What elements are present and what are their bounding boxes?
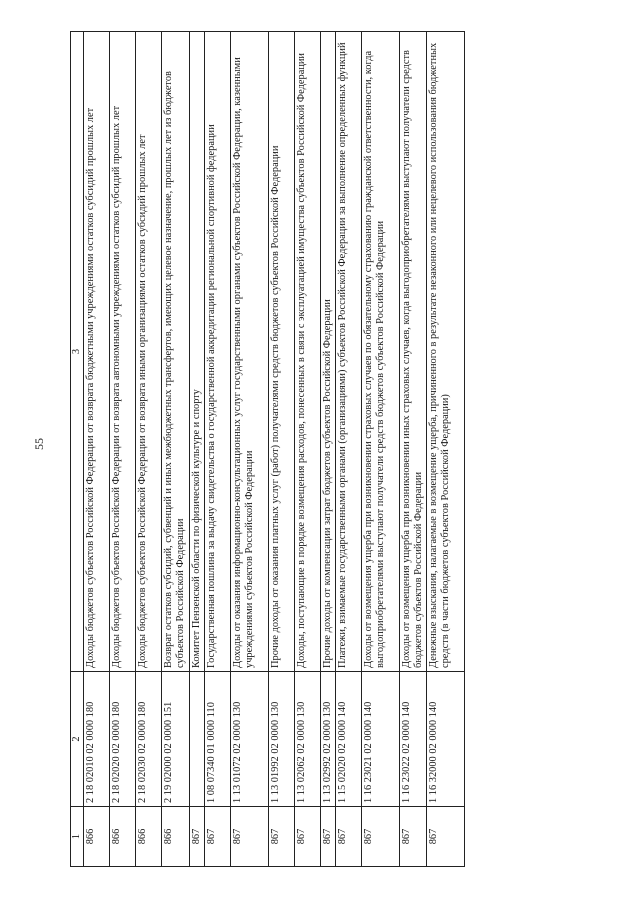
budget-code-cell (189, 672, 204, 807)
admin-code-cell: 866 (84, 807, 110, 867)
table-row (294, 32, 320, 867)
admin-code-cell: 867 (361, 807, 399, 867)
budget-code-cell: 1 13 02062 02 0000 130 (294, 672, 320, 807)
table-header-row (71, 32, 84, 867)
admin-code-cell: 867 (399, 807, 426, 867)
admin-code-cell: 867 (230, 807, 268, 867)
revenue-name-cell: Доходы от оказания информационно-консультационных услуг государственными органами субъектов Российской Федерации, казенными учреждениями субъектов Российской Федерации (230, 32, 268, 672)
budget-code-cell: 1 13 01072 02 0000 130 (230, 672, 268, 807)
column-header: 1 (71, 807, 84, 867)
table-row (399, 32, 426, 867)
admin-code-cell: 866 (136, 807, 162, 867)
admin-code-cell: 867 (427, 807, 465, 867)
table-row (84, 32, 110, 867)
revenue-name-cell: Доходы от возмещения ущерба при возникновении страховых случаев по обязательному страхованию гражданской ответственности, когда выгодоприобретателями выступают получатели средств бюджетов субъектов Российской Федерации (361, 32, 399, 672)
revenue-name-cell: Доходы от возмещения ущерба при возникновении иных страховых случаев, когда выгодоприобретателями выступают получатели средств бюджетов субъектов Российской Федерации (399, 32, 426, 672)
revenue-name-cell: Комитет Пензенской области по физической культуре и спорту (189, 32, 204, 672)
admin-code-cell: 867 (320, 807, 335, 867)
table-row (230, 32, 268, 867)
revenue-codes-table (70, 31, 465, 867)
table-row (361, 32, 399, 867)
admin-code-cell: 867 (294, 807, 320, 867)
budget-code-cell: 1 08 07340 01 0000 110 (204, 672, 230, 807)
revenue-name-cell: Доходы, поступающие в порядке возмещения расходов, понесенных в связи с эксплуатацией имущества субъектов Российской Федерации (294, 32, 320, 672)
revenue-name-cell: Государственная пошлина за выдачу свидетельства о государственной аккредитации региональной спортивной федерации (204, 32, 230, 672)
budget-code-cell: 1 16 23022 02 0000 140 (399, 672, 426, 807)
revenue-name-cell: Прочие доходы от оказания платных услуг (работ) получателями средств бюджетов субъектов Российской Федерации (268, 32, 294, 672)
revenue-name-cell: Платежи, взимаемые государственными органами (организациями) субъектов Российской Федерации за выполнение определенных функций (335, 32, 361, 672)
revenue-name-cell: Доходы бюджетов субъектов Российской Федерации от возврата автономными учреждениями остатков субсидий прошлых лет (110, 32, 136, 672)
revenue-name-cell: Денежные взыскания, налагаемые в возмещение ущерба, причиненного в результате незаконного или нецелевого использования бюджетных средств (в части бюджетов субъектов Российской Федерации) (427, 32, 465, 672)
column-header: 2 (71, 672, 84, 807)
table-row (320, 32, 335, 867)
admin-code-cell: 867 (268, 807, 294, 867)
table-row (335, 32, 361, 867)
budget-code-cell: 1 13 02992 02 0000 130 (320, 672, 335, 807)
budget-code-cell: 1 13 01992 02 0000 130 (268, 672, 294, 807)
page-number: 55 (32, 438, 46, 450)
admin-code-cell: 866 (162, 807, 189, 867)
revenue-name-cell: Доходы бюджетов субъектов Российской Федерации от возврата иными организациями остатков субсидий прошлых лет (136, 32, 162, 672)
budget-code-cell: 1 16 32000 02 0000 140 (427, 672, 465, 807)
table-row (189, 32, 204, 867)
table-row (110, 32, 136, 867)
revenue-name-cell: Прочие доходы от компенсации затрат бюджетов субъектов Российской Федерации (320, 32, 335, 672)
table-body (84, 32, 465, 867)
admin-code-cell: 867 (204, 807, 230, 867)
budget-code-cell: 2 18 02030 02 0000 180 (136, 672, 162, 807)
table-row (162, 32, 189, 867)
revenue-name-cell: Доходы бюджетов субъектов Российской Федерации от возврата бюджетными учреждениями остатков субсидий прошлых лет (84, 32, 110, 672)
budget-code-cell: 2 19 02000 02 0000 151 (162, 672, 189, 807)
budget-code-cell: 1 15 02020 02 0000 140 (335, 672, 361, 807)
column-header: 3 (71, 32, 84, 672)
revenue-name-cell: Возврат остатков субсидий, субвенций и иных межбюджетных трансфертов, имеющих целевое назначение, прошлых лет из бюджетов субъектов Российской Федерации (162, 32, 189, 672)
budget-code-cell: 2 18 02020 02 0000 180 (110, 672, 136, 807)
table-row (136, 32, 162, 867)
table-row (204, 32, 230, 867)
table-row (427, 32, 465, 867)
admin-code-cell: 867 (189, 807, 204, 867)
admin-code-cell: 866 (110, 807, 136, 867)
budget-code-cell: 1 16 23021 02 0000 140 (361, 672, 399, 807)
budget-code-cell: 2 18 02010 02 0000 180 (84, 672, 110, 807)
rotated-table-container (70, 32, 465, 867)
admin-code-cell: 867 (335, 807, 361, 867)
table-row (268, 32, 294, 867)
